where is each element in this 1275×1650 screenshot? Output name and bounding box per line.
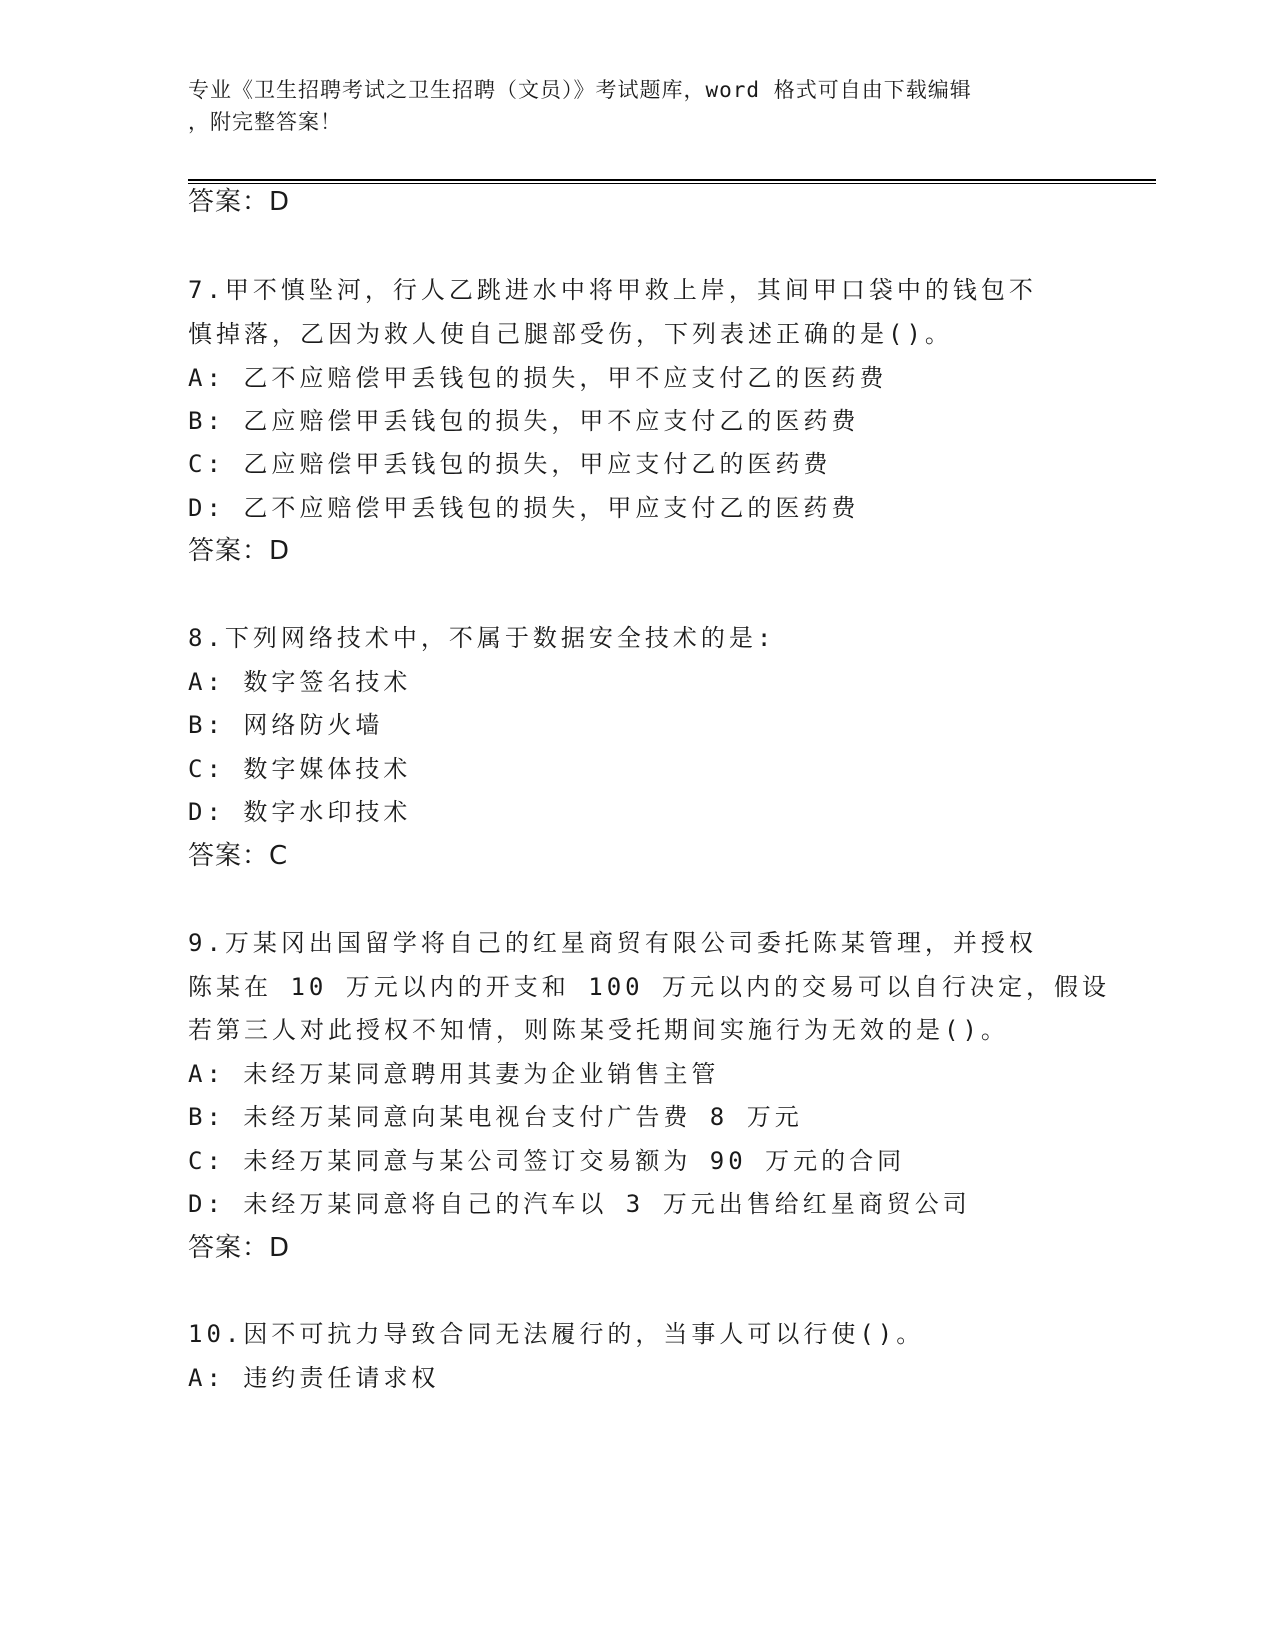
q9-stem-line-2: 陈某在 10 万元以内的开支和 100 万元以内的交易可以自行决定，假设 [188,973,1111,1001]
q10-option-a: A: 违约责任请求权 [188,1364,440,1392]
q7-option-c: C: 乙应赔偿甲丢钱包的损失，甲应支付乙的医药费 [188,450,832,478]
header-line-1: 专业《卫生招聘考试之卫生招聘（文员）》考试题库，word 格式可自由下载编辑 [188,78,972,102]
q8-stem-line-1: 8.下列网络技术中，不属于数据安全技术的是: [188,624,776,652]
q9-option-a: A: 未经万某同意聘用其妻为企业销售主管 [188,1060,720,1088]
q8-option-a: A: 数字签名技术 [188,668,412,696]
q8-answer: 答案：C [188,841,289,871]
q9-stem-line-3: 若第三人对此授权不知情，则陈某受托期间实施行为无效的是()。 [188,1016,1009,1044]
q9-answer: 答案：D [188,1233,291,1263]
q9-option-c: C: 未经万某同意与某公司签订交易额为 90 万元的合同 [188,1147,906,1175]
q7-answer: 答案：D [188,536,291,566]
header-line-2: ，附完整答案！ [188,110,342,134]
q8-option-b: B: 网络防火墙 [188,711,384,739]
q8-option-d: D: 数字水印技术 [188,798,412,826]
header-rule-thin [188,183,1156,184]
q9-stem-line-1: 9.万某冈出国留学将自己的红星商贸有限公司委托陈某管理，并授权 [188,929,1037,957]
q8-option-c: C: 数字媒体技术 [188,755,412,783]
q7-option-a: A: 乙不应赔偿甲丢钱包的损失，甲不应支付乙的医药费 [188,364,888,392]
q10-stem-line-1: 10.因不可抗力导致合同无法履行的，当事人可以行使()。 [188,1320,925,1348]
q7-option-b: B: 乙应赔偿甲丢钱包的损失，甲不应支付乙的医药费 [188,407,860,435]
q7-stem-line-2: 慎掉落，乙因为救人使自己腿部受伤，下列表述正确的是()。 [188,320,953,348]
q7-stem-line-1: 7.甲不慎坠河，行人乙跳进水中将甲救上岸，其间甲口袋中的钱包不 [188,276,1037,304]
q7-option-d: D: 乙不应赔偿甲丢钱包的损失，甲应支付乙的医药费 [188,494,860,522]
q9-option-d: D: 未经万某同意将自己的汽车以 3 万元出售给红星商贸公司 [188,1190,971,1218]
q9-option-b: B: 未经万某同意向某电视台支付广告费 8 万元 [188,1103,803,1131]
previous-answer: 答案：D [188,187,291,217]
document-header [188,74,1088,138]
header-rule-thick [188,179,1156,181]
